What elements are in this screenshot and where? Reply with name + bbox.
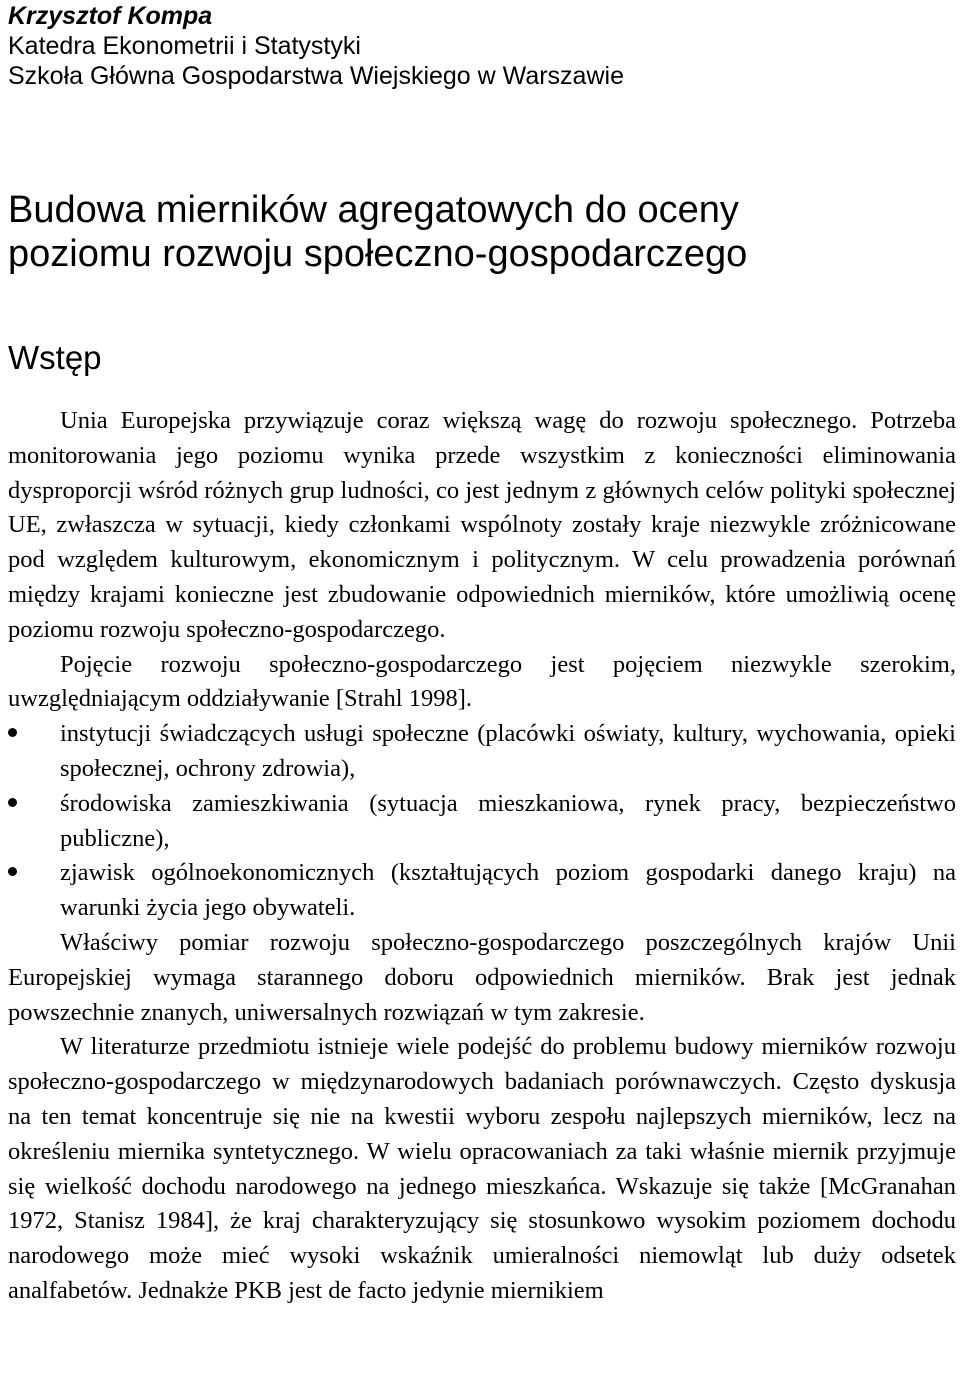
bullet-icon [8, 798, 17, 807]
bullet-list [8, 717, 956, 926]
bullet-text-2: środowiska zamieszkiwania (sytuacja mieszkaniowa, rynek pracy, bezpieczeństwo publiczne), [60, 789, 956, 852]
paragraph-1: Unia Europejska przywiązuje coraz większą wagę do rozwoju społecznego. Potrzeba monitorowania jego poziomu wynika przede wszystkim z konieczności eliminowania dysproporcji wśród różnych grup ludności, co jest jednym z głównych celów polityki społecznej UE, zwłaszcza w sytuacji, kiedy członkami wspólnoty zostały kraje niezwykle zróżnicowane pod względem kulturowym, ekonomicznym i politycznym. W celu prowadzenia porównań między krajami konieczne jest zbudowanie odpowiednich mierników, które umożliwią ocenę poziomu rozwoju społeczno-gospodarczego. [8, 407, 956, 643]
bullet-item-2 [8, 787, 956, 857]
paragraph-4: W literaturze przedmiotu istnieje wiele podejść do problemu budowy mierników rozwoju społeczno-gospodarczego w międzynarodowych badaniach porównawczych. Często dyskusja na ten temat koncentruje się nie na kwestii wyboru zespołu najlepszych mierników, lecz na określeniu miernika syntetycznego. W wielu opracowaniach za taki właśnie miernik przyjmuje się wielkość dochodu narodowego na jednego mieszkańca. Wskazuje się także [McGranahan 1972, Stanisz 1984], że kraj charakteryzujący się stosunkowo wysokim poziomem dochodu narodowego może mieć wysoki wskaźnik umieralności niemowląt lub duży odsetek analfabetów. Jednakże PKB jest de facto jedynie miernikiem [8, 1033, 956, 1304]
bullet-item-3 [8, 856, 956, 926]
paragraph-2: Pojęcie rozwoju społeczno-gospodarczego jest pojęciem niezwykle szerokim, uwzględniającym oddziaływanie [Strahl 1998]. [8, 650, 956, 713]
section-body [8, 404, 956, 1309]
paragraph-3: Właściwy pomiar rozwoju społeczno-gospodarczego poszczególnych krajów Unii Europejskiej wymaga starannego doboru odpowiednich mierników. Brak jest jednak powszechnie znanych, uniwersalnych rozwiązań w tym zakresie. [8, 928, 956, 1026]
author-block [8, 1, 956, 91]
affiliation-university: Szkoła Główna Gospodarstwa Wiejskiego w Warszawie [8, 62, 624, 90]
section-heading: Wstęp [8, 339, 102, 376]
bullet-text-3: zjawisk ogólnoekonomicznych (kształtujących poziom gospodarki danego kraju) na warunki życia jego obywateli. [60, 859, 956, 922]
bullet-icon [8, 867, 17, 876]
paper-title-line-2: poziomu rozwoju społeczno-gospodarczego [8, 233, 748, 275]
paper-title [8, 188, 956, 276]
paper-title-line-1: Budowa mierników agregatowych do oceny [8, 189, 739, 231]
document-page [8, 0, 956, 1309]
author-name: Krzysztof Kompa [8, 2, 213, 30]
bullet-item-1 [8, 717, 956, 787]
bullet-text-1: instytucji świadczących usługi społeczne (placówki oświaty, kultury, wychowania, opieki społecznej, ochrony zdrowia), [60, 720, 956, 782]
bullet-icon [8, 728, 17, 737]
affiliation-department: Katedra Ekonometrii i Statystyki [8, 32, 361, 60]
